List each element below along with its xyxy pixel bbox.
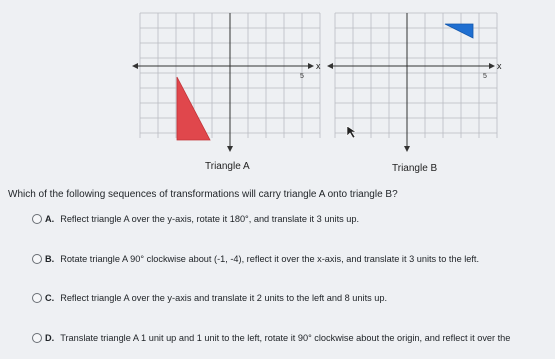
- graph-b: [325, 8, 510, 158]
- question-text: Which of the following sequences of transformations will carry triangle A onto triangle B?: [8, 189, 398, 200]
- option-a[interactable]: [32, 214, 359, 224]
- option-b-letter: B.: [45, 254, 55, 264]
- graph-b-tick-5: 5: [483, 73, 487, 80]
- triangle-a: [177, 77, 210, 140]
- graph-b-down-arrow-icon: [404, 146, 410, 152]
- graph-b-x-arrow-icon: [489, 63, 495, 69]
- graph-a-x-label: x: [316, 61, 321, 71]
- option-a-radio[interactable]: [32, 214, 42, 224]
- option-c-text: Reflect triangle A over the y-axis and translate it 2 units to the left and 8 units up.: [60, 293, 388, 303]
- option-d-letter: D.: [45, 333, 55, 343]
- option-c[interactable]: [32, 293, 387, 303]
- option-d-text: Translate triangle A 1 unit up and 1 unit to the left, rotate it 90° clockwise about the origin, and reflect it over the: [60, 333, 511, 343]
- graph-b-caption: Triangle B: [392, 163, 438, 174]
- triangle-b: [445, 24, 473, 38]
- option-d-radio[interactable]: [32, 333, 42, 343]
- option-a-text: Reflect triangle A over the y-axis, rotate it 180°, and translate it 3 units up.: [60, 214, 360, 224]
- graph-a-left-arrow-icon: [132, 63, 138, 69]
- cursor-icon: [347, 126, 356, 138]
- option-c-radio[interactable]: [32, 293, 42, 303]
- option-b[interactable]: [32, 254, 479, 264]
- option-a-letter: A.: [45, 214, 55, 224]
- option-b-radio[interactable]: [32, 254, 42, 264]
- option-d[interactable]: [32, 333, 510, 343]
- graph-b-x-label: x: [497, 61, 502, 71]
- option-b-text: Rotate triangle A 90° clockwise about (-1, -4), reflect it over the x-axis, and translate it 3 units to the left.: [60, 254, 480, 264]
- graph-a-caption: Triangle A: [205, 161, 250, 172]
- graph-a: [130, 8, 330, 158]
- option-c-letter: C.: [45, 293, 55, 303]
- graph-b-left-arrow-icon: [327, 63, 333, 69]
- graph-a-x-arrow-icon: [308, 63, 314, 69]
- graph-a-tick-5: 5: [300, 73, 304, 80]
- graph-a-down-arrow-icon: [227, 146, 233, 152]
